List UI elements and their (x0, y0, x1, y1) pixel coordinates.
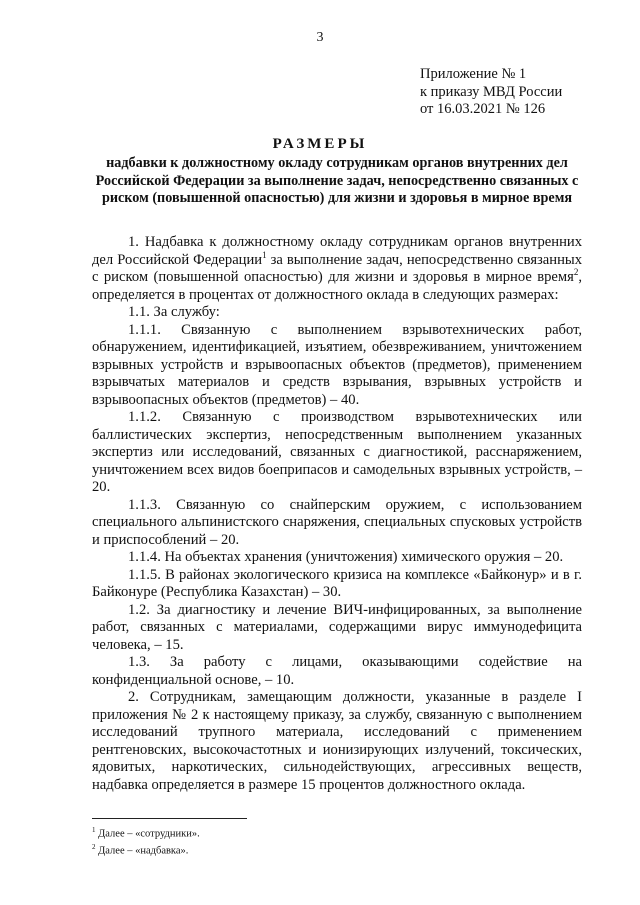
paragraph-1-2: 1.2. За диагностику и лечение ВИЧ-инфицированных, за выполнение работ, связанных с материалами, содержащими вирус иммунодефицита человека, – 15. (92, 601, 582, 653)
footnotes (92, 824, 582, 857)
document-title: РАЗМЕРЫ (272, 136, 368, 152)
document-body (92, 234, 582, 794)
paragraph-1-3: 1.3. За работу с лицами, оказывающими содействие на конфиденциальной основе, – 10. (92, 654, 582, 688)
paragraph-1-1-4: 1.1.4. На объектах хранения (уничтожения) химического оружия – 20. (128, 549, 564, 565)
paragraph-1-part-c: , определяется в процентах от должностного оклада в следующих размерах: (92, 269, 582, 303)
document-subtitle: надбавки к должностному окладу сотрудникам органов внутренних дел Российской Федерации за выполнение задач, непосредственно связанных с риском (повышенной опасностью) для жизни и здоровья в мирное время (95, 155, 579, 206)
paragraph-1-1-1: 1.1.1. Связанную с выполнением взрывотехнических работ, обнаружением, идентификацией, изъятием, обезвреживанием, уничтожением взрывных устройств и взрывоопасных объектов (предметов), применением взрывчатых материалов и средств взрывания, взрывных устройств и взрывоопасных объектов (предметов) – 40. (92, 321, 582, 408)
footnote-1-mark: 1 (92, 826, 96, 834)
footnote-2 (92, 841, 582, 858)
paragraph-1-1-5: 1.1.5. В районах экологического кризиса на комплексе «Байконур» и в г. Байконуре (Республика Казахстан) – 30. (92, 566, 582, 600)
paragraph-1-1-3: 1.1.3. Связанную со снайперским оружием, с использованием специального альпинистского снаряжения, специальных спусковых устройств и приспособлений – 20. (92, 496, 582, 548)
footnote-2-mark: 2 (92, 842, 96, 851)
paragraph-1-part-b: за выполнение задач, непосредственно связанных с риском (повышенной опасностью) для жизни и здоровья в мирное время (92, 251, 582, 285)
footnote-ref-2: 2 (573, 267, 579, 278)
footnote-1-text: Далее – «сотрудники». (95, 828, 200, 840)
footnote-1 (92, 824, 582, 841)
annex-line-1: Приложение № 1 (420, 66, 527, 82)
footnote-2-text: Далее – «надбавка». (95, 845, 189, 856)
page-number: 3 (316, 30, 324, 45)
footnote-ref-1: 1 (262, 249, 267, 260)
paragraph-1-1-2: 1.1.2. Связанную с производством взрывотехнических или баллистических экспертиз, непосредственным выполнением указанных экспертиз или исследований, связанных с диагностикой, расснаряжением, уничтожением всех видов боеприпасов и самодельных взрывных устройств, – 20. (92, 409, 582, 495)
annex-header (420, 66, 620, 119)
paragraph-1-part-a: 1. Надбавка к должностному окладу сотрудникам органов внутренних дел Российской Федерации (92, 234, 582, 268)
paragraph-1-1: 1.1. За службу: (128, 304, 220, 320)
paragraph-1 (92, 234, 582, 304)
annex-line-3: от 16.03.2021 № 126 (420, 101, 546, 117)
annex-line-2: к приказу МВД России (420, 83, 563, 100)
footnote-divider (92, 818, 247, 819)
paragraph-2: 2. Сотрудникам, замещающим должности, указанные в разделе I приложения № 2 к настоящему приказу, за службу, связанную с выполнением исследований трупного материала, исследований с применением рентгеновских, высокочастотных и ионизирующих излучений, токсических, ядовитых, наркотических, сильнодействующих, агрессивных веществ, надбавка определяется в размере 15 процентов должностного оклада. (92, 689, 582, 793)
